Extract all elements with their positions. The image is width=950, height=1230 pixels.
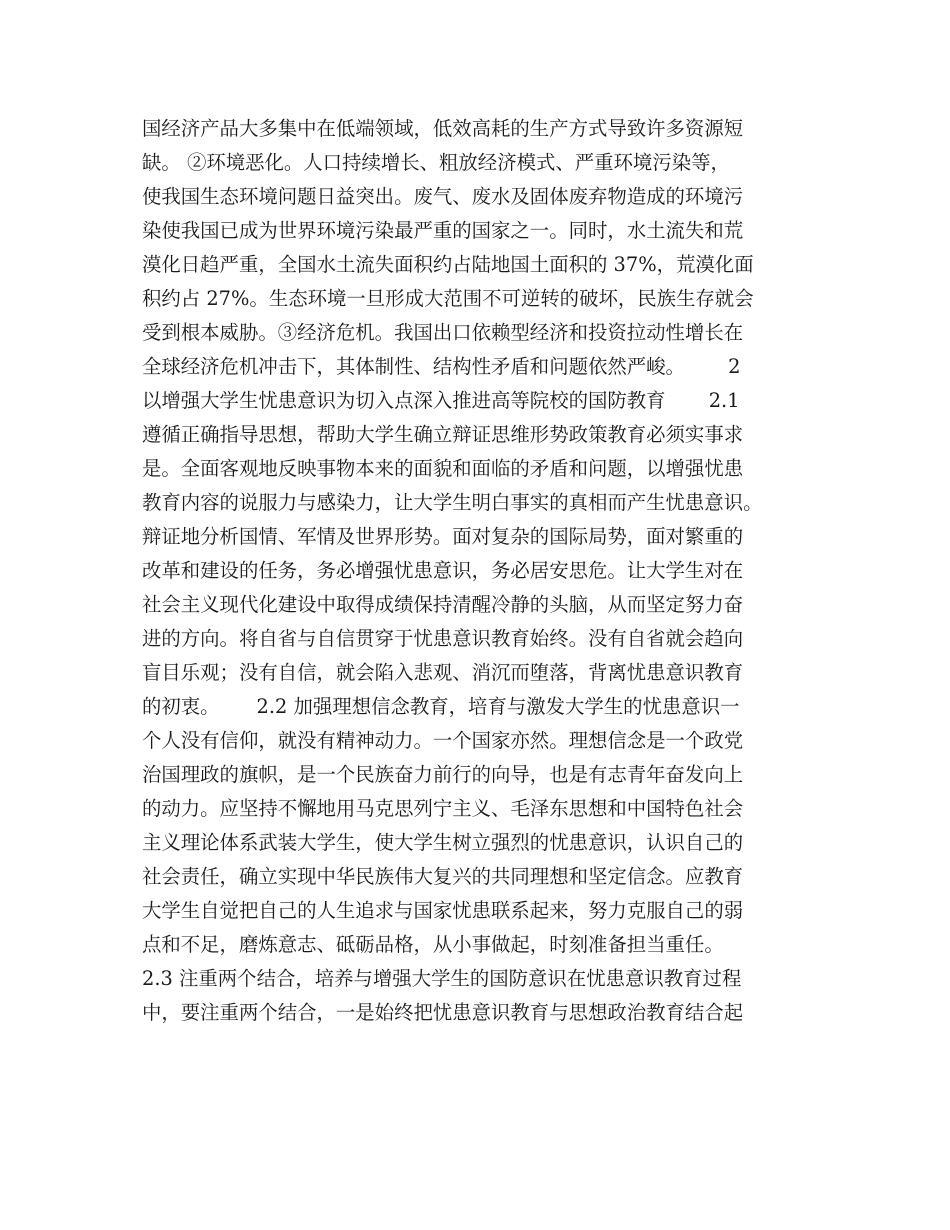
text-line: 是。全面客观地反映事物本来的面貌和面临的矛盾和问题，以增强忧患 [142, 457, 744, 480]
text-line: 国经济产品大多集中在低端领域，低效高耗的生产方式导致许多资源短 [142, 117, 744, 140]
text-line: 全球经济危机冲击下，其体制性、结构性矛盾和问题依然严峻。 2 [142, 355, 741, 378]
text-line: 使我国生态环境问题日益突出。废气、废水及固体废弃物造成的环境污 [142, 185, 744, 208]
text-line: 点和不足，磨炼意志、砥砺品格，从小事做起，时刻准备担当重任。 [142, 933, 724, 956]
text-line: 治国理政的旗帜，是一个民族奋力前行的向导，也是有志青年奋发向上 [142, 763, 744, 786]
text-line: 改革和建设的任务，务必增强忧患意识，务必居安思危。让大学生对在 [142, 559, 744, 582]
body-text [142, 112, 822, 1030]
text-line: 的动力。应坚持不懈地用马克思列宁主义、毛泽东思想和中国特色社会 [142, 797, 744, 820]
text-line: 以增强大学生忧患意识为切入点深入推进高等院校的国防教育 2.1 [142, 389, 740, 412]
text-line: 的初衷。 2.2 加强理想信念教育，培育与激发大学生的忧患意识一 [142, 695, 740, 718]
text-line: 染使我国已成为世界环境污染最严重的国家之一。同时，水土流失和荒 [142, 219, 744, 242]
text-line: 遵循正确指导思想，帮助大学生确立辩证思维形势政策教育必须实事求 [142, 423, 744, 446]
text-line: 教育内容的说服力与感染力，让大学生明白事实的真相而产生忧患意识。 [142, 491, 763, 514]
text-line: 积约占 27%。生态环境一旦形成大范围不可逆转的破坏，民族生存就会 [142, 287, 754, 310]
text-line: 主义理论体系武装大学生，使大学生树立强烈的忧患意识，认识自己的 [142, 831, 744, 854]
text-line: 漠化日趋严重，全国水土流失面积约占陆地国土面积的 37%，荒漠化面 [142, 253, 754, 276]
text-line: 辩证地分析国情、军情及世界形势。面对复杂的国际局势，面对繁重的 [142, 525, 744, 548]
text-line: 盲目乐观；没有自信，就会陷入悲观、消沉而堕落，背离忧患意识教育 [142, 661, 744, 684]
text-line: 中，要注重两个结合，一是始终把忧患意识教育与思想政治教育结合起 [142, 1001, 744, 1024]
text-line: 社会责任，确立实现中华民族伟大复兴的共同理想和坚定信念。应教育 [142, 865, 744, 888]
text-line: 个人没有信仰，就没有精神动力。一个国家亦然。理想信念是一个政党 [142, 729, 744, 752]
text-line: 社会主义现代化建设中取得成绩保持清醒冷静的头脑，从而坚定努力奋 [142, 593, 744, 616]
text-line: 2.3 注重两个结合，培养与增强大学生的国防意识在忧患意识教育过程 [142, 967, 742, 990]
text-line: 缺。 ②环境恶化。人口持续增长、粗放经济模式、严重环境污染等， [142, 151, 730, 174]
text-line: 大学生自觉把自己的人生追求与国家忧患联系起来，努力克服自己的弱 [142, 899, 744, 922]
text-line: 进的方向。将自省与自信贯穿于忧患意识教育始终。没有自省就会趋向 [142, 627, 744, 650]
text-line: 受到根本威胁。③经济危机。我国出口依赖型经济和投资拉动性增长在 [142, 321, 744, 344]
